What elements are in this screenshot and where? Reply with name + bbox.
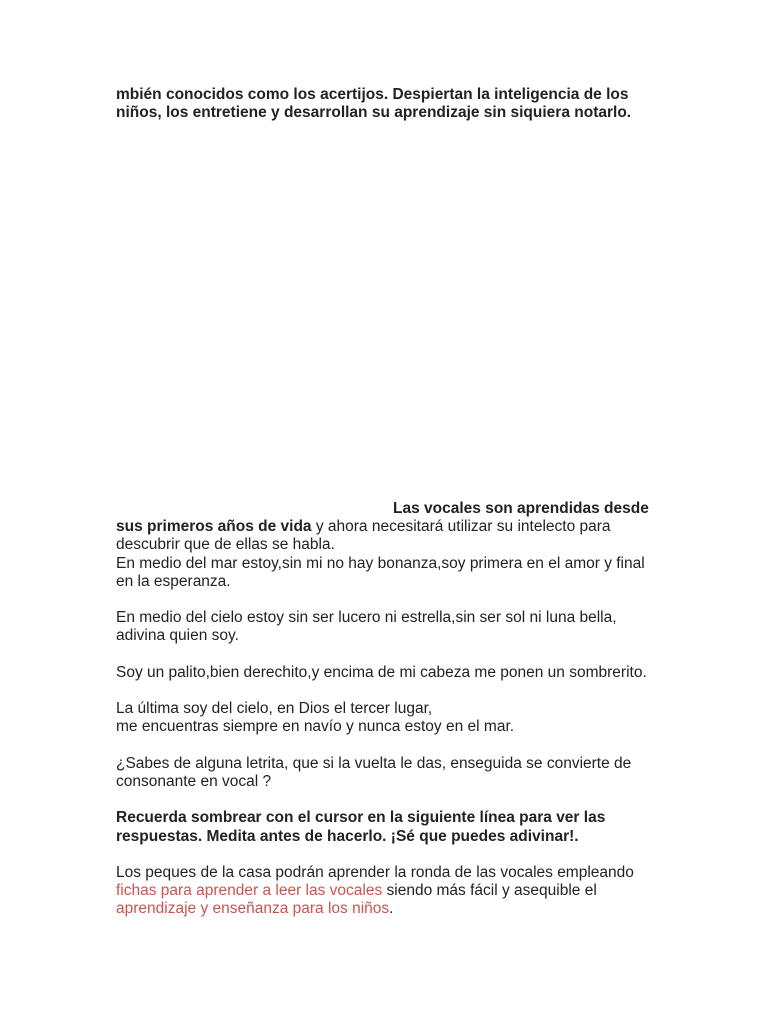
riddle-1: En medio del mar estoy,sin mi no hay bonanza,soy primera en el amor y final en la esperanza. <box>116 554 645 590</box>
document-page <box>116 86 661 919</box>
closing-paragraph <box>116 864 661 919</box>
intro-paragraph: mbién conocidos como los acertijos. Despiertan la inteligencia de los niños, los entretiene y desarrollan su aprendizaje sin siquiera notarlo. <box>116 86 632 122</box>
riddle-2: En medio del cielo estoy sin ser lucero ni estrella,sin ser sol ni luna bella, adivina quien soy. <box>116 609 617 645</box>
reminder-paragraph: Recuerda sombrear con el cursor en la siguiente línea para ver las respuestas. Medita antes de hacerlo. ¡Sé que puedes adivinar!. <box>116 809 606 845</box>
vocales-text: y ahora necesitará utilizar su intelecto para descubrir que de ellas se habla. <box>116 518 611 554</box>
riddle-3: Soy un palito,bien derechito,y encima de mi cabeza me ponen un sombrerito. <box>116 663 647 681</box>
closing-text-1: Los peques de la casa podrán aprender la ronda de las vocales empleando <box>116 863 634 881</box>
aprendizaje-link[interactable]: aprendizaje y enseñanza para los niños <box>116 900 390 918</box>
vocales-fichas-link[interactable]: fichas para aprender a leer las vocales <box>116 882 383 900</box>
closing-text-3: . <box>389 900 394 918</box>
vocales-paragraph <box>116 500 661 555</box>
riddle-4-line-2: me encuentras siempre en navío y nunca estoy en el mar. <box>116 718 515 736</box>
closing-text-2: siendo más fácil y asequible el <box>382 882 597 900</box>
riddle-4-line-1: La última soy del cielo, en Dios el tercer lugar, <box>116 700 433 718</box>
riddle-5: ¿Sabes de alguna letrita, que si la vuelta le das, enseguida se convierte de consonante en vocal ? <box>116 754 632 790</box>
vocales-bold-text: Las vocales son aprendidas desde sus primeros años de vida <box>116 500 649 536</box>
